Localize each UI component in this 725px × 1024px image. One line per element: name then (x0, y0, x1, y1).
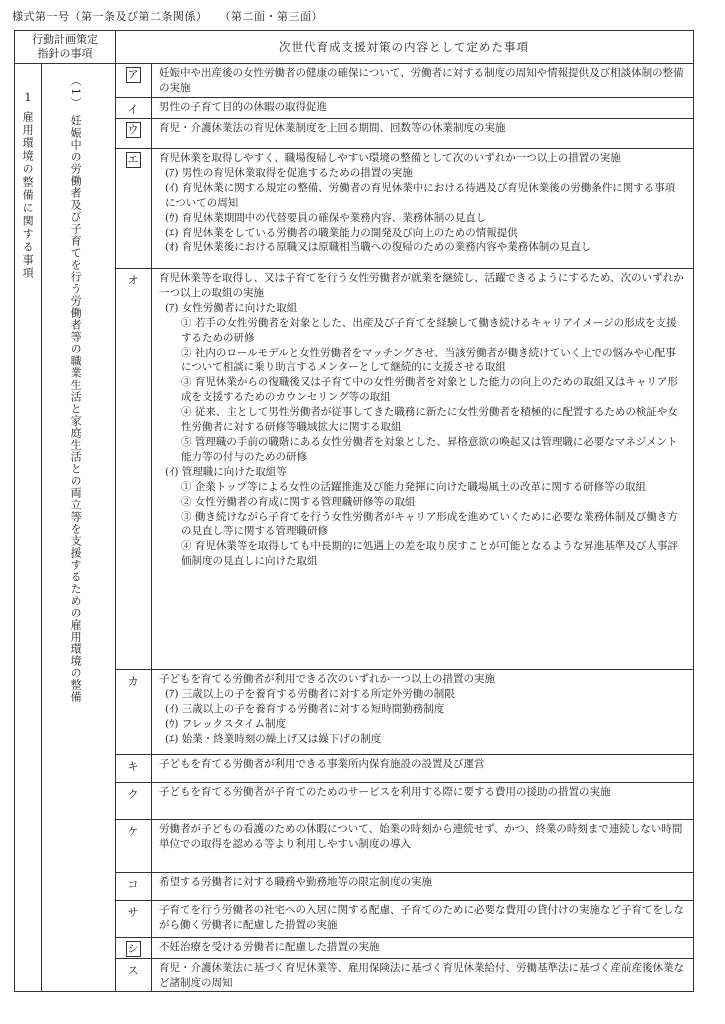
row-key (121, 876, 145, 892)
row-sub-item: (ｲ) 育児休業に関する規定の整備、労働者の育児休業中における待遇及び育児休業後の労働条件に関する事項についての周知 (165, 181, 676, 209)
row-main-text: 不妊治療を受ける労働者に配慮した措置の実施 (159, 941, 380, 953)
row-content (159, 785, 685, 800)
row-key (121, 786, 145, 802)
row-main-text: 育児休業を取得しやすく、職場復帰しやすい環境の整備として次のいずれか一つ以上の措置の実施 (159, 152, 621, 164)
row-sub-item: ① 若手の女性労働者を対象とした、出産及び子育てを経験して働き続けるキャリアイメージの形成を支援するための研修 (181, 316, 677, 344)
row-main-text: 育児休業等を取得し、又は子育てを行う女性労働者が就業を継続し、活躍できるようにするため、次のいずれか一つ以上の取組の実施 (159, 272, 684, 299)
row-content (159, 961, 685, 991)
row-main-text: 妊娠中や出産後の女性労働者の健康の確保について、労働者に対する制度の周知や情報提供及び相談体制の整備の実施 (159, 67, 684, 94)
row-sub-item: ⑤ 管理職の手前の職階にある女性労働者を対象とした、昇格意欲の喚起又は管理職に必要なマネジメント能力等の付与のための研修 (181, 435, 678, 463)
row-key (121, 673, 145, 689)
row-key-checked-mark: ア (127, 68, 139, 81)
row-key-text: ス (127, 964, 139, 977)
right-column-header: 次世代育成支援対策の内容として定めた事項 (279, 40, 529, 54)
row-main-text: 男性の子育て目的の休暇の取得促進 (159, 101, 327, 113)
row-sub-item: (ｲ) 管理職に向けた取組等 (165, 465, 287, 478)
row-content (159, 100, 685, 115)
section-title: 雇用環境の整備に関する事項 (21, 111, 35, 280)
row-content (159, 903, 685, 933)
row-divider (115, 900, 693, 901)
row-key-text: イ (127, 103, 139, 116)
row-key (121, 101, 145, 117)
row-sub-item: ③ 働き続けながら子育てを行う女性労働者がキャリア形成を進めていくために必要な業務体制及び働き方の見直し等に関する管理職研修 (181, 510, 678, 538)
row-sub-item: (ｱ) 男性の育児休業取得を促進するための措置の実施 (165, 166, 413, 179)
row-key (121, 904, 145, 920)
row-sub-item: (ｳ) 育児休業期間中の代替要員の確保や業務内容、業務体制の見直し (165, 211, 487, 224)
row-divider (115, 958, 693, 959)
section-number: 1 (24, 91, 32, 104)
row-content (159, 66, 685, 96)
row-content (159, 672, 685, 747)
row-main-text: 子どもを育てる労働者が利用できる次のいずれか一つ以上の措置の実施 (159, 673, 495, 685)
row-content (159, 822, 685, 852)
row-divider (115, 937, 693, 938)
col-line-2 (115, 31, 116, 991)
row-sub-item: ④ 育児休業等を取得しても中長期的に処遇上の差を取り戻すことが可能となるような昇進基準及び人事評価制度の見直しに向けた取組 (181, 540, 678, 568)
row-sub-item: (ｱ) 三歳以上の子を養育する労働者に対する所定外労働の制限 (165, 687, 455, 700)
row-divider (115, 819, 693, 820)
row-divider (115, 148, 693, 149)
subsection-title: 妊娠中の労働者及び子育てを行う労働者等の職業生活と家庭生活との両立等を支援するための雇用環境の整備 (69, 115, 83, 703)
row-key-text: キ (127, 760, 139, 773)
row-sub-item: (ｳ) フレックスタイム制度 (165, 717, 286, 730)
row-key-text: ケ (127, 825, 139, 838)
row-sub-item: (ｲ) 三歳以上の子を養育する労働者に対する短時間勤務制度 (165, 702, 445, 715)
row-key-text: カ (127, 675, 139, 688)
row-content (159, 151, 685, 255)
row-main-text: 育児・介護休業法の育児休業制度を上回る期間、回数等の休業制度の実施 (159, 122, 506, 134)
row-main-text: 子どもを育てる労働者が子育てのためのサービスを利用する際に要する費用の援助の措置の実施 (159, 786, 611, 798)
row-divider (115, 754, 693, 755)
subsection-number: （1） (69, 75, 83, 110)
row-divider (115, 669, 693, 670)
row-sub-item: ③ 育児休業からの復職後又は子育て中の女性労働者を対象とした能力の向上のための取組又はキャリア形成を支援するためのカウンセリング等の取組 (181, 376, 678, 404)
left-column-header (15, 31, 115, 63)
row-main-text: 希望する労働者に対する職務や勤務地等の限定制度の実施 (159, 876, 432, 888)
row-sub-item: ② 社内のロールモデルと女性労働者をマッチングさせ、当該労働者が働き続けていく上での悩みや心配事について相談に乗り助言するメンターとして継続的に支援させる取組 (181, 346, 676, 374)
left-header-line-2: 指針の事項 (37, 47, 93, 60)
left-header-line-1: 行動計画策定 (32, 33, 98, 46)
row-main-text: 子どもを育てる労働者が利用できる事業所内保育施設の設置及び運営 (159, 758, 485, 770)
row-divider (115, 872, 693, 873)
row-content (159, 940, 685, 955)
row-key-checked-mark: シ (127, 942, 139, 955)
row-divider (115, 268, 693, 269)
row-main-text: 育児・介護休業法に基づく育児休業等、雇用保険法に基づく育児休業給付、労働基準法に基づく産前産後休業など諸制度の周知 (159, 962, 684, 989)
row-divider (115, 97, 693, 98)
form-header: 様式第一号（第一条及び第二条関係） （第二面・第三面） (12, 10, 323, 23)
row-content (159, 757, 685, 772)
row-sub-item: ② 女性労働者の育成に関する管理職研修等の取組 (181, 495, 416, 508)
form-table (14, 30, 694, 992)
row-sub-item: (ｴ) 始業・終業時刻の繰上げ又は繰下げの制度 (165, 732, 382, 745)
row-content (159, 121, 685, 136)
row-key-checked-mark: ウ (127, 123, 139, 136)
row-sub-item: ① 企業トップ等による女性の活躍推進及び能力発揮に向けた職場風土の改革に関する研修等の取組 (181, 480, 647, 493)
row-sub-item: (ｴ) 育児休業をしている労働者の職業能力の開発及び向上のための情報提供 (165, 226, 518, 239)
col-line-1 (41, 63, 42, 991)
row-key-text: ク (127, 788, 139, 801)
row-key (121, 823, 145, 839)
row-divider (115, 782, 693, 783)
row-sub-item: (ｱ) 女性労働者に向けた取組 (165, 301, 298, 314)
row-divider (115, 118, 693, 119)
row-key (121, 941, 145, 957)
col-line-3 (151, 63, 152, 991)
row-key-checked-mark: エ (127, 153, 139, 166)
row-sub-item: ④ 従来、主として男性労働者が従事してきた職務に新たに女性労働者を積極的に配置するための検証や女性労働者に対する研修等職域拡大に関する取組 (181, 406, 678, 434)
row-key-text: サ (127, 906, 139, 919)
row-key-text: オ (127, 274, 139, 287)
row-content (159, 271, 685, 569)
row-key (121, 758, 145, 774)
row-content (159, 875, 685, 890)
row-sub-item: (ｵ) 育児休業後における原職又は原職相当職への復帰のための業務内容や業務体制の見直し (165, 241, 592, 254)
header-divider (15, 63, 693, 64)
row-key-text: コ (127, 878, 139, 891)
row-key (121, 962, 145, 978)
row-main-text: 労働者が子どもの看護のための休暇について、始業の時刻から連続せず、かつ、終業の時刻まで連続しない時間単位での取得を認める等より利用しやすい制度の導入 (159, 823, 683, 850)
row-key (121, 67, 145, 83)
row-key (121, 152, 145, 168)
row-key (121, 272, 145, 288)
row-main-text: 子育てを行う労働者の社宅への入居に関する配慮、子育てのために必要な費用の貸付けの実施など子育てをしながら働く労働者に配慮した措置の実施 (159, 904, 684, 931)
row-key (121, 122, 145, 138)
